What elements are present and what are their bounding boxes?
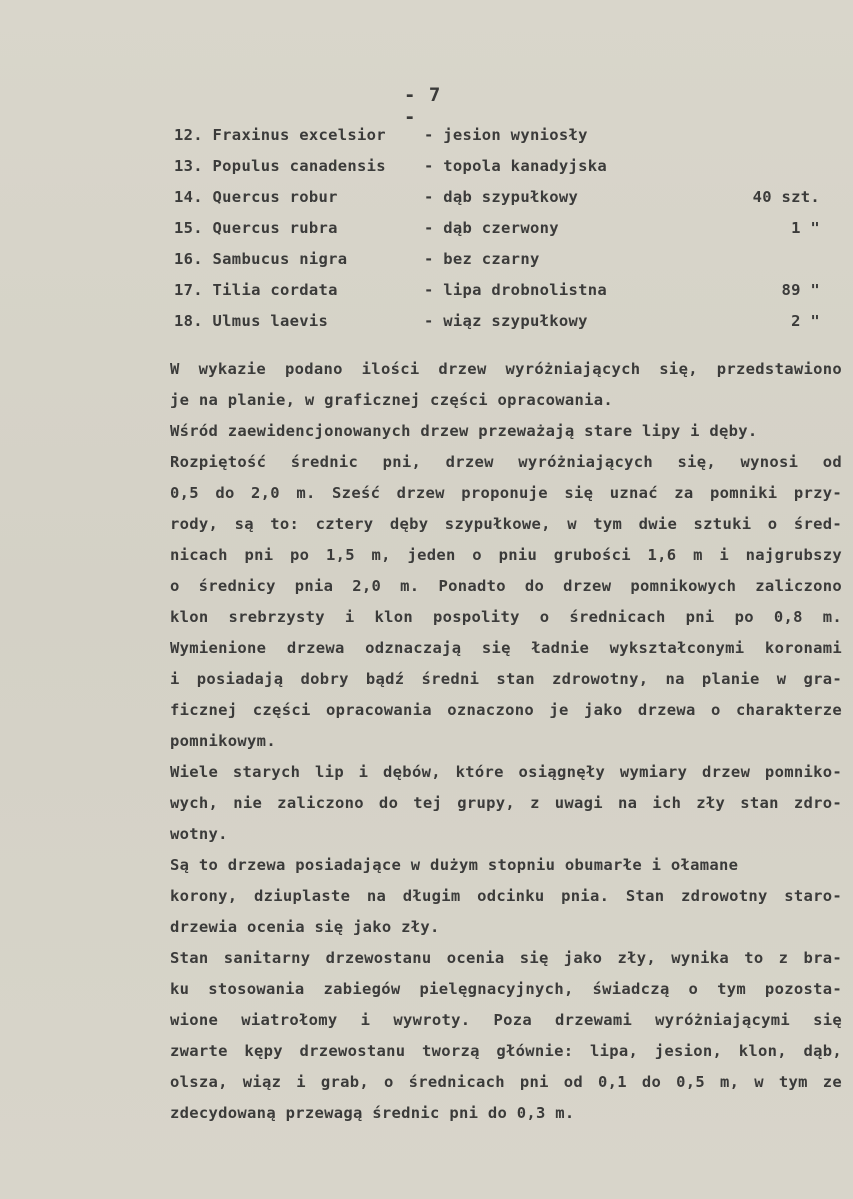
- text-line: rody, są to: cztery dęby szypułkowe, w tym dwie sztuki o śred-: [170, 515, 842, 533]
- species-latin-name: 17. Tilia cordata: [174, 281, 338, 299]
- species-row: [174, 275, 834, 306]
- text-line: Są to drzewa posiadające w dużym stopniu obumarłe i ołamane: [170, 856, 739, 874]
- species-polish-name: - lipa drobnolistna: [424, 281, 608, 299]
- species-latin-name: 15. Quercus rubra: [174, 219, 338, 237]
- text-line: Rozpiętość średnic pni, drzew wyróżniających się, wynosi od: [170, 453, 842, 471]
- species-latin-name: 13. Populus canadensis: [174, 157, 386, 175]
- text-line: zdecydowaną przewagą średnic pni do 0,3 m.: [170, 1104, 575, 1122]
- species-row: [174, 151, 834, 182]
- species-latin-name: 14. Quercus robur: [174, 188, 338, 206]
- body-text: [170, 354, 842, 1129]
- species-polish-name: - topola kanadyjska: [424, 157, 608, 175]
- text-line: ficznej części opracowania oznaczono je jako drzewa o charakterze: [170, 701, 842, 719]
- text-line: 0,5 do 2,0 m. Sześć drzew proponuje się uznać za pomniki przy-: [170, 484, 842, 502]
- text-line: nicach pni po 1,5 m, jeden o pniu grubości 1,6 m i najgrubszy: [170, 546, 842, 564]
- species-polish-name: - dąb czerwony: [424, 219, 559, 237]
- species-row: [174, 182, 834, 213]
- species-row: [174, 306, 834, 337]
- text-line: pomnikowym.: [170, 732, 276, 750]
- text-line: wych, nie zaliczono do tej grupy, z uwagi na ich zły stan zdro-: [170, 794, 842, 812]
- text-line: zwarte kępy drzewostanu tworzą głównie: lipa, jesion, klon, dąb,: [170, 1042, 842, 1060]
- species-polish-name: - dąb szypułkowy: [424, 188, 579, 206]
- text-line: olsza, wiąz i grab, o średnicach pni od 0,1 do 0,5 m, w tym ze: [170, 1073, 842, 1091]
- species-count: 1 ": [791, 219, 820, 237]
- text-line: Wśród zaewidencjonowanych drzew przeważają stare lipy i dęby.: [170, 422, 758, 440]
- species-row: [174, 213, 834, 244]
- species-latin-name: 12. Fraxinus excelsior: [174, 126, 386, 144]
- text-line: drzewia ocenia się jako zły.: [170, 918, 440, 936]
- species-latin-name: 16. Sambucus nigra: [174, 250, 348, 268]
- species-polish-name: - wiąz szypułkowy: [424, 312, 588, 330]
- species-row: [174, 244, 834, 275]
- species-latin-name: 18. Ulmus laevis: [174, 312, 329, 330]
- text-line: je na planie, w graficznej części opracowania.: [170, 391, 614, 409]
- species-count: 40 szt.: [752, 188, 820, 206]
- species-polish-name: - jesion wyniosły: [424, 126, 588, 144]
- species-row: [174, 120, 834, 151]
- text-line: wione wiatrołomy i wywroty. Poza drzewami wyróżniającymi się: [170, 1011, 842, 1029]
- text-line: o średnicy pnia 2,0 m. Ponadto do drzew pomnikowych zaliczono: [170, 577, 842, 595]
- species-count: 2 ": [791, 312, 820, 330]
- text-line: Wiele starych lip i dębów, które osiągnęły wymiary drzew pomniko-: [170, 763, 842, 781]
- text-line: ku stosowania zabiegów pielęgnacyjnych, świadczą o tym pozosta-: [170, 980, 842, 998]
- species-list: [174, 120, 834, 337]
- text-line: klon srebrzysty i klon pospolity o średnicach pni po 0,8 m.: [170, 608, 842, 626]
- species-polish-name: - bez czarny: [424, 250, 540, 268]
- text-line: W wykazie podano ilości drzew wyróżniających się, przedstawiono: [170, 360, 842, 378]
- text-line: Stan sanitarny drzewostanu ocenia się jako zły, wynika to z bra-: [170, 949, 842, 967]
- species-count: 89 ": [781, 281, 820, 299]
- text-line: Wymienione drzewa odznaczają się ładnie wykształconymi koronami: [170, 639, 842, 657]
- text-line: korony, dziuplaste na długim odcinku pnia. Stan zdrowotny staro-: [170, 887, 842, 905]
- text-line: wotny.: [170, 825, 228, 843]
- page-number: - 7 -: [404, 84, 442, 128]
- text-line: i posiadają dobry bądź średni stan zdrowotny, na planie w gra-: [170, 670, 842, 688]
